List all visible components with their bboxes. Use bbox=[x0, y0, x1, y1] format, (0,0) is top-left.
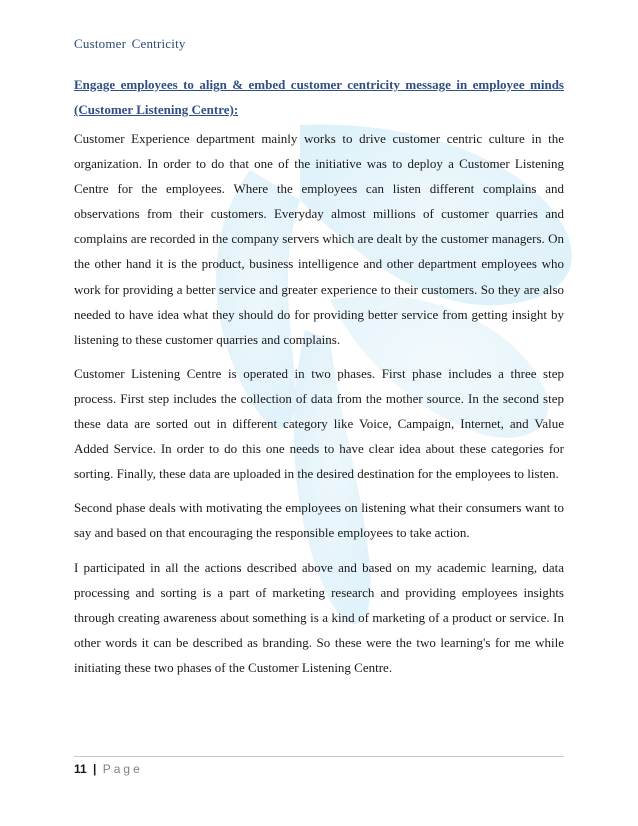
paragraph-3: Second phase deals with motivating the employees on listening what their consumers want to say and based on that encouraging the responsible employees to take action. bbox=[74, 500, 564, 541]
page-number: 11 bbox=[74, 762, 87, 776]
page-label: Page bbox=[102, 762, 143, 776]
footer-divider bbox=[74, 756, 564, 757]
section-heading-line-2: (Customer Listening Centre): bbox=[74, 102, 239, 117]
section-heading bbox=[74, 72, 564, 122]
paragraph-1: Customer Experience department mainly works to drive customer centric culture in the organization. In order to do that one of the initiative was to deploy a Customer Listening Centre for the employees. Where the employees can listen different complains and observations from their customers. Everyday almost millions of customer quarries and complains are recorded in the company servers which are dealt by the customer managers. On the other hand it is the product, business intelligence and other department employees who work for providing a better service and greater experience to their customers. So they are also needed to have idea what they should do for providing better service from getting insight by listening to these customer quarries and complains. bbox=[74, 131, 564, 347]
page-footer bbox=[74, 762, 143, 776]
body-text bbox=[74, 126, 564, 689]
section-heading-line-1: Engage employees to align & embed customer centricity message in employee minds bbox=[74, 77, 564, 92]
running-header: Customer Centricity bbox=[74, 36, 186, 51]
paragraph-4: I participated in all the actions described above and based on my academic learning, data processing and sorting is a part of marketing research and providing employees insights through creating awareness about something is a kind of marketing of a product or service. In other words it can be described as branding. So these were the two learning's for me while initiating these two phases of the Customer Listening Centre. bbox=[74, 559, 564, 675]
paragraph-2: Customer Listening Centre is operated in two phases. First phase includes a three step process. First step includes the collection of data from the mother source. In the second step these data are sorted out in different category like Voice, Campaign, Internet, and Value Added Service. In order to do this one needs to have clear idea about these categories for sorting. Finally, these data are uploaded in the desired destination for the employees to listen. bbox=[74, 365, 564, 482]
footer-separator: | bbox=[93, 762, 97, 776]
